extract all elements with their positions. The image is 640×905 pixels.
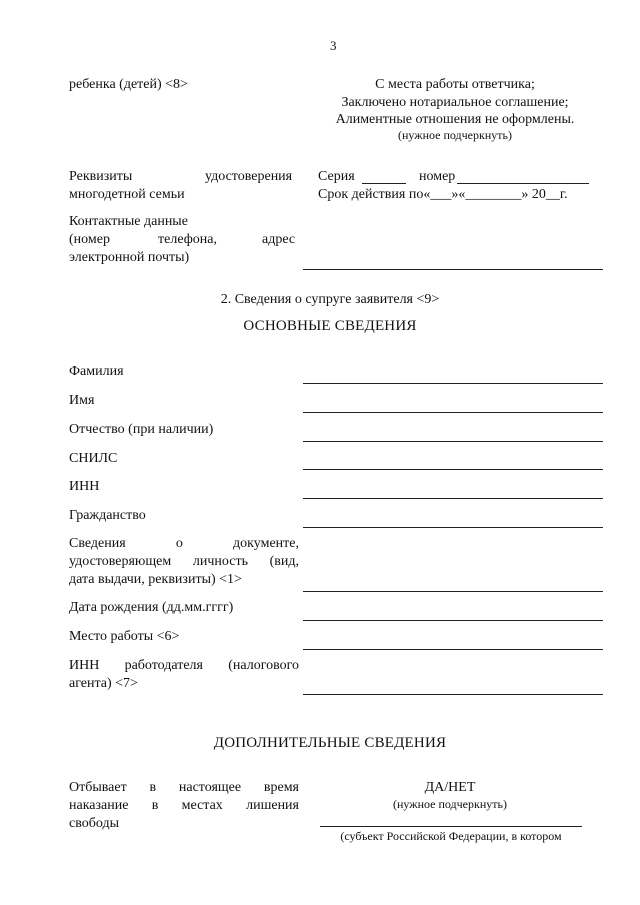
child-label: ребенка (детей) <8>	[69, 77, 188, 92]
contacts-label-2c: адрес	[262, 232, 296, 247]
prison-region-field[interactable]	[320, 826, 582, 827]
prison-answer[interactable]: ДА/НЕТ	[424, 780, 476, 795]
workplace-field[interactable]	[303, 649, 603, 650]
snils-label: СНИЛС	[69, 451, 118, 466]
name-field[interactable]	[303, 412, 603, 413]
contacts-label-2b: телефона,	[158, 232, 217, 247]
alimony-note: (нужное подчеркнуть)	[398, 128, 512, 142]
page-number: 3	[330, 38, 337, 53]
prison-answer-note: (нужное подчеркнуть)	[393, 797, 507, 811]
number-field[interactable]	[457, 183, 589, 184]
family-cert-label-1b: удостоверения	[205, 169, 293, 184]
birth-date-field[interactable]	[303, 620, 603, 621]
contacts-label-3: электронной почты)	[69, 250, 190, 265]
prison-region-note: (субъект Российской Федерации, в котором	[340, 829, 562, 843]
number-label: номер	[419, 169, 456, 184]
employer-inn-field[interactable]	[303, 694, 603, 695]
birth-date-label: Дата рождения (дд.мм.гггг)	[69, 600, 234, 615]
series-label: Серия	[318, 169, 355, 184]
basic-info-heading: ОСНОВНЫЕ СВЕДЕНИЯ	[243, 318, 417, 334]
patronymic-label: Отчество (при наличии)	[69, 422, 214, 437]
id-doc-field[interactable]	[303, 591, 603, 592]
contacts-label-1: Контактные данные	[69, 214, 188, 229]
alimony-option-2: Заключено нотариальное соглашение;	[341, 95, 569, 110]
name-label: Имя	[69, 393, 95, 408]
surname-field[interactable]	[303, 383, 603, 384]
family-cert-label-1a: Реквизиты	[69, 169, 133, 184]
id-doc-label-1: Сведения о документе,	[69, 536, 299, 551]
surname-label: Фамилия	[69, 364, 124, 379]
alimony-option-3: Алиментные отношения не оформлены.	[335, 112, 575, 127]
prison-label-1: Отбывает в настоящее время	[69, 780, 299, 795]
series-field[interactable]	[362, 183, 406, 184]
prison-label-3: свободы	[69, 816, 119, 831]
workplace-label: Место работы <6>	[69, 629, 180, 644]
alimony-option-1: С места работы ответчика;	[375, 77, 535, 92]
contacts-field[interactable]	[303, 269, 603, 270]
inn-label: ИНН	[69, 479, 100, 494]
inn-field[interactable]	[303, 498, 603, 499]
section-2-title: 2. Сведения о супруге заявителя <9>	[220, 292, 440, 307]
employer-inn-label-1: ИНН работодателя (налогового	[69, 658, 299, 673]
snils-field[interactable]	[303, 469, 603, 470]
patronymic-field[interactable]	[303, 441, 603, 442]
additional-info-heading: ДОПОЛНИТЕЛЬНЫЕ СВЕДЕНИЯ	[213, 735, 447, 751]
id-doc-label-2: удостоверяющем личность (вид,	[69, 554, 299, 569]
prison-label-2: наказание в местах лишения	[69, 798, 299, 813]
employer-inn-label-2: агента) <7>	[69, 676, 138, 691]
citizenship-field[interactable]	[303, 527, 603, 528]
validity-text: Срок действия по«___»«________» 20__г.	[318, 187, 568, 202]
contacts-label-2a: (номер	[69, 232, 110, 247]
citizenship-label: Гражданство	[69, 508, 146, 523]
family-cert-label-2: многодетной семьи	[69, 187, 185, 202]
id-doc-label-3: дата выдачи, реквизиты) <1>	[69, 572, 242, 587]
